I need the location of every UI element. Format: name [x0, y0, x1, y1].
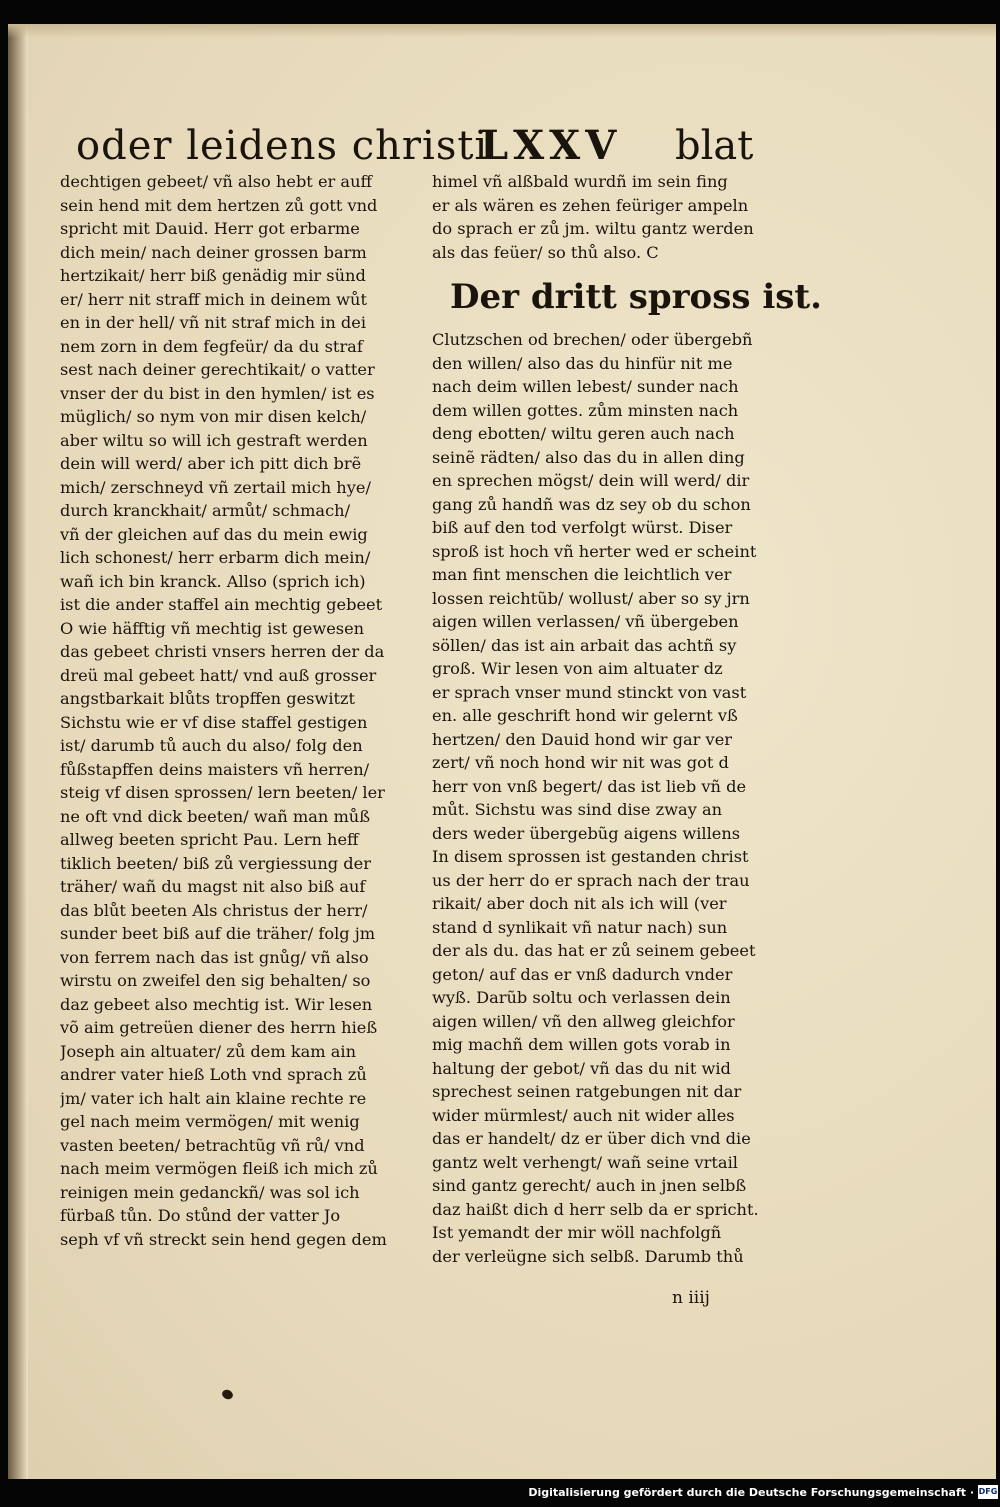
page-edge — [8, 24, 996, 38]
left-text-column — [60, 170, 415, 1251]
text-line: nem zorn in dem fegfeür/ da du straf — [60, 336, 363, 356]
text-line: ist/ darumb tů auch du also/ folg den — [60, 736, 363, 755]
text-line: fürbaß tůn. Do stůnd der vatter Jo — [60, 1206, 341, 1225]
text-line: er sprach vnser mund stinckt von vast — [432, 682, 747, 702]
text-line: dein will werd/ aber ich pitt dich brẽ — [60, 454, 362, 473]
text-line: das er handelt/ dz er über dich vnd die — [432, 1129, 751, 1148]
text-line: aigen willen verlassen/ vñ übergeben — [432, 612, 739, 631]
text-line: geton/ auf das er vnß dadurch vnder — [432, 964, 733, 984]
text-line: der als du. das hat er zů seinem gebeet — [432, 941, 756, 960]
text-line: söllen/ das ist ain arbait das achtñ sy — [432, 635, 737, 655]
text-line: seinẽ rädten/ also das du in allen ding — [432, 447, 745, 467]
text-line: lossen reichtũb/ wollust/ aber so sy jrn — [432, 588, 750, 608]
text-line: můt. Sichstu was sind dise zway an — [432, 800, 723, 819]
text-line: reinigen mein gedanckñ/ was sol ich — [60, 1182, 360, 1202]
text-line: daz haißt dich d herr selb da er spricht. — [432, 1199, 759, 1219]
text-line: sproß ist hoch vñ herter wed er scheint — [432, 541, 757, 561]
text-line: sest nach deiner gerechtikait/ o vatter — [60, 360, 375, 379]
text-line: dreü mal gebeet hatt/ vnd auß grosser — [60, 665, 377, 685]
text-line: aber wiltu so will ich gestraft werden — [60, 430, 368, 450]
text-line: der verleügne sich selbß. Darumb thů — [432, 1246, 744, 1266]
folio-number: LXXV — [480, 122, 622, 169]
dfg-logo: DFG — [978, 1485, 998, 1499]
text-line: ne oft vnd dick beeten/ wañ man můß — [60, 806, 371, 826]
text-line: en in der hell/ vñ nit straf mich in dei — [60, 313, 367, 332]
text-line: gel nach meim vermögen/ mit wenig — [60, 1112, 360, 1131]
text-line: wirstu on zweifel den sig behalten/ so — [60, 971, 371, 990]
text-line: deng ebotten/ wiltu geren auch nach — [432, 424, 735, 443]
text-line: das blůt beeten Als christus der herr/ — [60, 900, 368, 920]
text-line: zert/ vñ noch hond wir nit was got d — [432, 753, 729, 772]
text-line: vasten beeten/ betrachtũg vñ rů/ vnd — [60, 1135, 365, 1155]
text-line: Clutzschen od brechen/ oder übergebñ — [432, 330, 753, 349]
text-line: en. alle geschrift hond wir gelernt vß — [432, 706, 738, 725]
text-line: wañ ich bin kranck. Allso (sprich ich) — [60, 571, 366, 591]
text-line: er/ herr nit straff mich in deinem wůt — [60, 289, 367, 309]
text-line: do sprach er zů jm. wiltu gantz werden — [432, 219, 754, 238]
text-line: allweg beeten spricht Pau. Lern heff — [60, 830, 359, 849]
text-line: wyß. Darũb soltu och verlassen dein — [432, 988, 731, 1007]
text-line: us der herr do er sprach nach der trau — [432, 870, 750, 890]
text-line: spricht mit Dauid. Herr got erbarme — [60, 219, 360, 238]
text-line: mich/ zerschneyd vñ zertail mich hye/ — [60, 477, 371, 497]
text-line: träher/ wañ du magst nit also biß auf — [60, 877, 366, 896]
text-line: müglich/ so nym von mir disen kelch/ — [60, 407, 367, 426]
text-line: hertzikait/ herr biß genädig mir sünd — [60, 266, 366, 285]
text-line: sprechest seinen ratgebungen nit dar — [432, 1082, 742, 1101]
text-line: Ist yemandt der mir wöll nachfolgñ — [432, 1223, 722, 1242]
text-line: groß. Wir lesen von aim altuater dz — [432, 659, 723, 678]
text-line: vnser der du bist in den hymlen/ ist es — [60, 383, 375, 403]
text-line: aigen willen/ vñ den allweg gleichfor — [432, 1011, 735, 1031]
text-line: er als wären es zehen feüriger ampeln — [432, 195, 749, 215]
text-line: tiklich beeten/ biß zů vergiessung der — [60, 853, 371, 873]
text-line: seph vf vñ streckt sein hend gegen dem — [60, 1229, 387, 1249]
text-line: O wie häfftig vñ mechtig ist gewesen — [60, 618, 365, 638]
text-line: wider mürmlest/ auch nit wider alles — [432, 1105, 735, 1125]
text-line: lich schonest/ herr erbarm dich mein/ — [60, 548, 371, 567]
digitization-credit: Digitalisierung gefördert durch die Deutsche Forschungsgemeinschaft · — [528, 1486, 974, 1499]
text-line: en sprechen mögst/ dein will werd/ dir — [432, 471, 750, 490]
text-line: hertzen/ den Dauid hond wir gar ver — [432, 729, 733, 749]
text-line: herr von vnß begert/ das ist lieb vñ de — [432, 776, 747, 796]
text-line: angstbarkait blůts tropffen geswitzt — [60, 689, 356, 708]
right-text-column — [432, 170, 822, 1268]
text-line: haltung der gebot/ vñ das du nit wid — [432, 1058, 731, 1078]
running-header-blat: blat — [675, 123, 754, 169]
text-line: Sichstu wie er vf dise staffel gestigen — [60, 712, 368, 732]
text-line: das gebeet christi vnsers herren der da — [60, 642, 385, 661]
text-line: daz gebeet also mechtig ist. Wir lesen — [60, 994, 373, 1014]
text-line: sein hend mit dem hertzen zů gott vnd — [60, 195, 378, 215]
text-line: dem willen gottes. zům minsten nach — [432, 400, 739, 420]
text-line: rikait/ aber doch nit als ich will (ver — [432, 894, 727, 913]
text-line: In disem sprossen ist gestanden christ — [432, 847, 749, 866]
text-line: dechtigen gebeet/ vñ also hebt er auff — [60, 172, 372, 191]
text-line: dich mein/ nach deiner grossen barm — [60, 242, 367, 262]
right-column-top-text — [432, 170, 787, 264]
section-heading: Der dritt spross ist. — [450, 277, 822, 317]
text-line: nach meim vermögen fleiß ich mich zů — [60, 1159, 378, 1178]
text-line: durch kranckhait/ armůt/ schmach/ — [60, 501, 351, 520]
text-line: man fint menschen die leichtlich ver — [432, 565, 732, 584]
text-line: sind gantz gerecht/ auch in jnen selbß — [432, 1176, 747, 1195]
text-line: steig vf disen sprossen/ lern beeten/ ler — [60, 783, 385, 802]
text-line: biß auf den tod verfolgt würst. Diser — [432, 518, 733, 537]
text-line: jm/ vater ich halt ain klaine rechte re — [60, 1088, 367, 1108]
text-line: Joseph ain altuater/ zů dem kam ain — [60, 1041, 357, 1061]
text-line: fůßstapffen deins maisters vñ herren/ — [60, 759, 370, 779]
text-line: stand d synlikait vñ natur nach) sun — [432, 917, 728, 937]
text-line: vñ der gleichen auf das du mein ewig — [60, 524, 368, 544]
text-line: võ aim getreüen diener des herrn hieß — [60, 1018, 378, 1037]
page-gutter — [8, 24, 28, 1479]
running-header-title: oder leidens christi — [76, 123, 489, 169]
text-line: ist die ander staffel ain mechtig gebeet — [60, 595, 383, 614]
text-line: von ferrem nach das ist gnůg/ vñ also — [60, 947, 369, 967]
text-line: ders weder übergebũg aigens willens — [432, 823, 741, 843]
text-line: andrer vater hieß Loth vnd sprach zů — [60, 1065, 367, 1084]
text-line: den willen/ also das du hinfür nit me — [432, 353, 733, 373]
text-line: gantz welt verhengt/ wañ seine vrtail — [432, 1152, 738, 1172]
text-line: gang zů handñ was dz sey ob du schon — [432, 494, 751, 514]
right-column-body-text — [432, 328, 787, 1268]
text-line: nach deim willen lebest/ sunder nach — [432, 377, 739, 396]
text-line: himel vñ alßbald wurdñ im sein fing — [432, 172, 728, 191]
text-line: mig machñ dem willen gots vorab in — [432, 1035, 731, 1054]
text-line: sunder beet biß auf die träher/ folg jm — [60, 924, 376, 943]
text-line: als das feüer/ so thů also. C — [432, 242, 659, 262]
signature-mark: n iiij — [672, 1288, 710, 1308]
